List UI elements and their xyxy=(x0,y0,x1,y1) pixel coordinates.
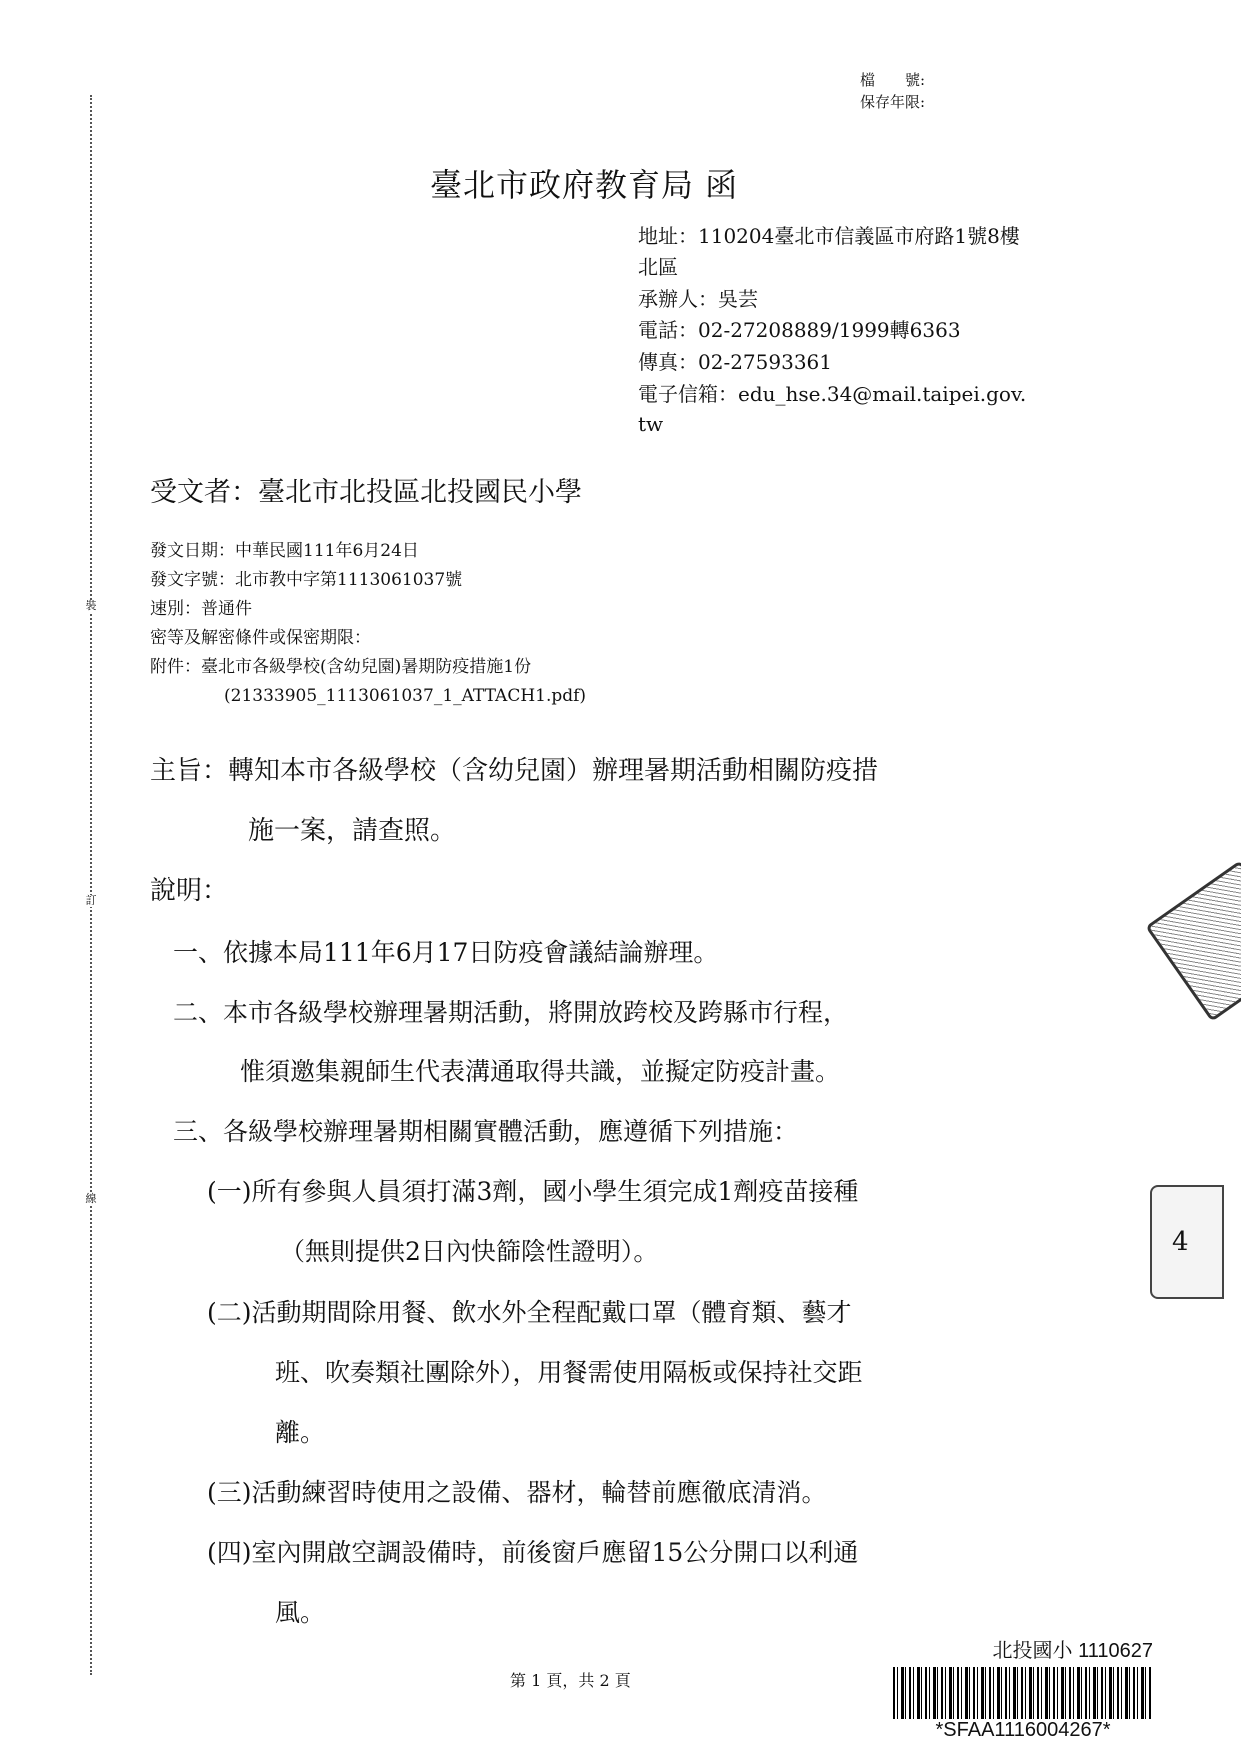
barcode-code: *SFAA1116004267* xyxy=(935,1719,1111,1741)
recipient: 受文者：臺北市北投區北投國民小學 xyxy=(150,477,582,508)
sub-item-1-cont: （無則提供2日內快篩陰性證明）。 xyxy=(280,1237,659,1266)
attachment-file: (21333905_1113061037_1_ATTACH1.pdf) xyxy=(224,686,587,706)
margin-mark-staple: 訂 xyxy=(85,894,97,907)
official-seal-stamp xyxy=(1145,860,1241,1022)
margin-mark-line: 線 xyxy=(85,1192,97,1205)
sub-item-2: (二)活動期間除用餐、飲水外全程配戴口罩（體育類、藝才 xyxy=(207,1298,852,1327)
page-seal-stamp xyxy=(1150,1185,1224,1299)
sub-item-3: (三)活動練習時使用之設備、器材，輪替前應徹底清消。 xyxy=(207,1478,827,1507)
dispatch-number: 發文字號：北市教中字第1113061037號 xyxy=(150,570,463,590)
sub-item-2-cont-2: 離。 xyxy=(275,1418,326,1447)
barcode-icon xyxy=(893,1667,1153,1719)
delivery-speed: 速別：普通件 xyxy=(150,599,252,619)
explanation-item-2: 二、本市各級學校辦理暑期活動，將開放跨校及跨縣市行程， xyxy=(173,998,849,1027)
subject-line-cont: 施一案，請查照。 xyxy=(248,816,457,846)
retention-label: 保存年限: xyxy=(860,93,926,111)
binding-margin-line xyxy=(90,95,92,1675)
sender-phone: 電話：02-27208889/1999轉6363 xyxy=(638,318,961,342)
sub-item-2-cont: 班、吹奏類社團除外），用餐需使用隔板或保持社交距 xyxy=(275,1358,863,1387)
margin-mark-bind: 裝 xyxy=(85,599,97,612)
page-footer: 第 1 頁，共 2 頁 xyxy=(510,1671,631,1690)
secrecy-level: 密等及解密條件或保密期限： xyxy=(150,628,371,648)
document-title: 臺北市政府教育局 函 xyxy=(430,166,739,204)
explanation-heading: 說明： xyxy=(150,876,229,906)
subject-line: 主旨：轉知本市各級學校（含幼兒園）辦理暑期活動相關防疫措 xyxy=(150,756,879,786)
sub-item-1: (一)所有參與人員須打滿3劑，國小學生須完成1劑疫苗接種 xyxy=(207,1177,859,1206)
sender-email-cont: tw xyxy=(638,412,664,436)
explanation-item-2-cont: 惟須邀集親師生代表溝通取得共識，並擬定防疫計畫。 xyxy=(240,1057,841,1086)
attachment: 附件：臺北市各級學校(含幼兒園)暑期防疫措施1份 xyxy=(150,657,532,677)
sender-email: 電子信箱：edu_hse.34@mail.taipei.gov. xyxy=(638,382,1027,406)
sender-contact: 承辦人：吳芸 xyxy=(638,287,758,311)
sub-item-4-cont: 風。 xyxy=(275,1598,326,1627)
barcode-header: 北投國小 1110627 xyxy=(992,1640,1153,1662)
sender-fax: 傳真：02-27593361 xyxy=(638,350,833,374)
explanation-item-3: 三、各級學校辦理暑期相關實體活動，應遵循下列措施： xyxy=(173,1117,799,1146)
page-seal-number: 4 xyxy=(1172,1227,1189,1257)
sender-address-cont: 北區 xyxy=(638,255,678,279)
sub-item-4: (四)室內開啟空調設備時，前後窗戶應留15公分開口以利通 xyxy=(207,1538,859,1567)
barcode-block xyxy=(893,1634,1153,1742)
explanation-item-1: 一、依據本局111年6月17日防疫會議結論辦理。 xyxy=(173,938,719,967)
file-number-label: 檔 號: xyxy=(860,71,926,89)
sender-address: 地址：110204臺北市信義區市府路1號8樓 xyxy=(638,224,1020,248)
dispatch-date: 發文日期：中華民國111年6月24日 xyxy=(150,541,419,561)
